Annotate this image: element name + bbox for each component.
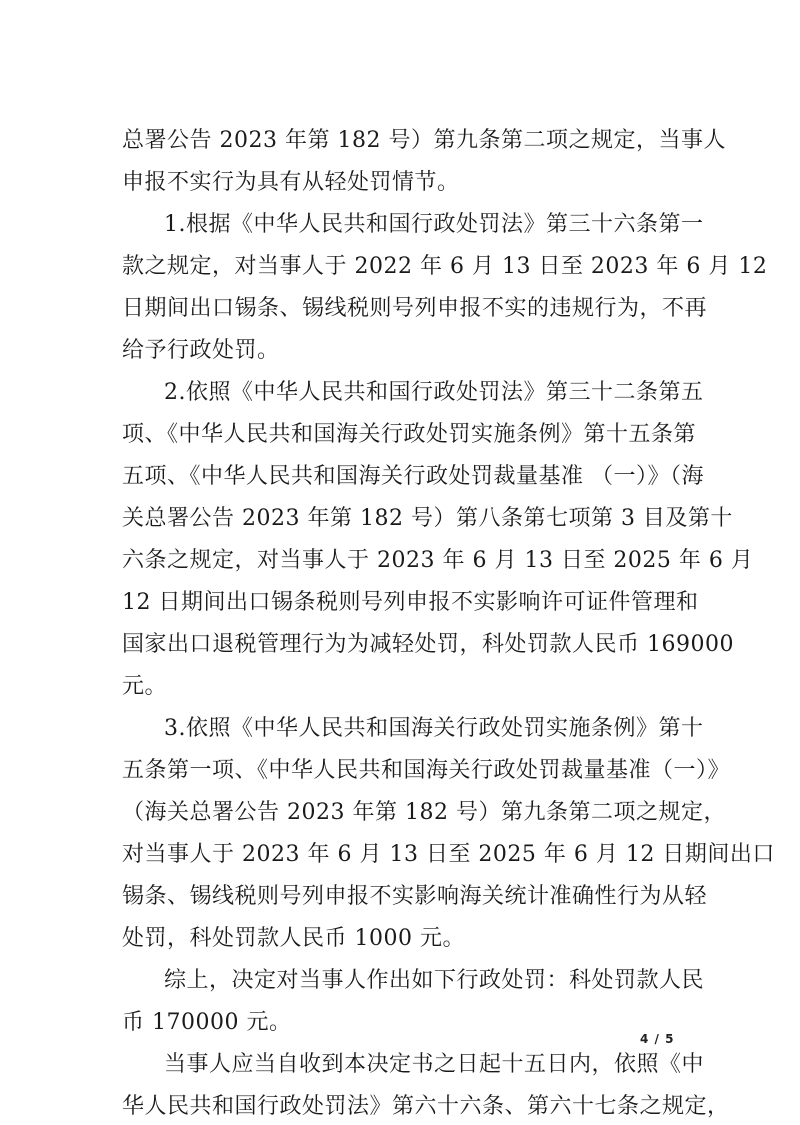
text-line: 币 170000 元。	[122, 1010, 292, 1035]
text-line: （海关总署公告 2023 年第 182 号）第九条第二项之规定，	[122, 800, 726, 825]
text-line: 关总署公告 2023 年第 182 号）第八条第七项第 3 目及第十	[122, 506, 733, 531]
text-line: 申报不实行为具有从轻处罚情节。	[122, 170, 460, 195]
text-line: 五条第一项、《中华人民共和国海关行政处罚裁量基准（一）》	[122, 758, 731, 783]
text-line: 款之规定，对当事人于 2022 年 6 月 13 日至 2023 年 6 月 12	[122, 254, 768, 279]
text-line: 日期间出口锡条、锡线税则号列申报不实的违规行为，不再	[122, 296, 708, 321]
text-line: 2.依照《中华人民共和国行政处罚法》第三十二条第五	[164, 380, 704, 405]
text-line: 当事人应当自收到本决定书之日起十五日内，依照《中	[164, 1052, 705, 1077]
text-line: 五项、《中华人民共和国海关行政处罚裁量基准 （一）》（海	[122, 464, 704, 489]
text-line: 12 日期间出口锡条税则号列申报不实影响许可证件管理和	[122, 590, 699, 615]
text-line: 国家出口退税管理行为为减轻处罚，科处罚款人民币 169000	[122, 632, 734, 657]
text-line: 华人民共和国行政处罚法》第六十六条、第六十七条之规定，	[122, 1094, 730, 1119]
text-line: 锡条、锡线税则号列申报不实影响海关统计准确性行为从轻	[122, 884, 708, 909]
text-line: 对当事人于 2023 年 6 月 13 日至 2025 年 6 月 12 日期间出口	[122, 842, 775, 867]
text-line: 综上，决定对当事人作出如下行政处罚：科处罚款人民	[164, 968, 705, 993]
text-line: 项、《中华人民共和国海关行政处罚实施条例》第十五条第	[122, 422, 697, 447]
text-line: 总署公告 2023 年第 182 号）第九条第二项之规定，当事人	[122, 128, 726, 153]
text-line: 处罚，科处罚款人民币 1000 元。	[122, 926, 465, 951]
text-line: 给予行政处罚。	[122, 338, 280, 363]
text-line: 3.依照《中华人民共和国海关行政处罚实施条例》第十	[164, 716, 704, 741]
text-line: 元。	[122, 674, 168, 699]
text-line: 1.根据《中华人民共和国行政处罚法》第三十六条第一	[164, 212, 704, 237]
text-line: 六条之规定，对当事人于 2023 年 6 月 13 日至 2025 年 6 月	[122, 548, 754, 573]
page-number: 4 / 5	[640, 1032, 675, 1046]
